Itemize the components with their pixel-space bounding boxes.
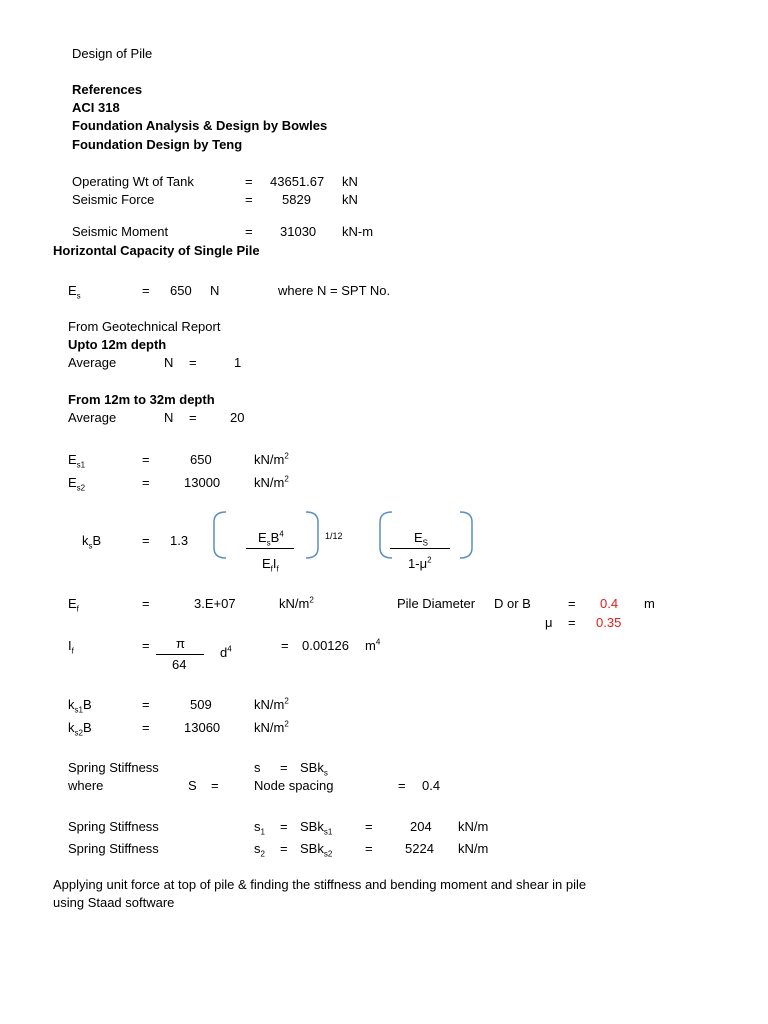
spring-rhs: SBk$_s$ [300,760,328,778]
es1-unit: $kN/m^2$ [254,451,289,467]
load-eq: = [245,192,253,207]
section-title: Horizontal Capacity of Single Pile [53,243,260,258]
spring-row-eq2: = [365,819,373,834]
if-eq: = [142,638,150,653]
es-var: N [210,283,220,298]
ksb-value: 1.3 [170,533,189,548]
spring-row-eq: = [280,819,288,834]
fraction-bar [156,654,204,655]
if-symbol: $I_f$ [68,638,74,656]
ks1b-value: 509 [190,697,212,712]
fraction-bar [246,548,294,549]
ks1b-unit: $kN/m^2$ [254,696,289,712]
ef-symbol: $E_f$ [68,596,79,614]
reference-item: Foundation Analysis & Design by Bowles [72,118,328,133]
pile-diameter-var: D or B [494,596,531,611]
spring-row-s: $s_1$ [254,819,265,837]
es1-eq: = [142,452,150,467]
load-unit: kN [342,192,358,207]
node-spacing-label: Node spacing [254,778,334,793]
pile-diameter-label: Pile Diameter [397,596,476,611]
spring-S: S [188,778,197,793]
geo-from-heading: From 12m to 32m depth [68,392,215,407]
load-unit: kN [342,174,358,189]
geo-from-value: 20 [230,410,245,425]
spring-row-value: 204 [410,819,432,834]
ks2b-eq: = [142,720,150,735]
pile-diameter-value: 0.4 [600,596,619,611]
spring-row-unit: kN/m [458,819,489,834]
if-value: 0.00126 [302,638,349,653]
load-value: 5829 [282,192,311,207]
es1-symbol: $E_{s1}$ [68,452,86,470]
ksb-num2: $E_S$ [414,530,429,548]
node-spacing-eq: = [398,778,406,793]
geo-from-var: N [164,410,174,425]
spring-row-value: 5224 [405,841,434,856]
ef-eq: = [142,596,150,611]
load-value: 43651.67 [270,174,325,189]
if-eq2: = [281,638,289,653]
ks2b-value: 13060 [184,720,221,735]
es-eq: = [142,283,150,298]
conclusion-line: using Staad software [53,895,175,910]
mu-eq: = [568,615,576,630]
ks2b-unit: $kN/m^2$ [254,719,289,735]
pile-diameter-eq: = [568,596,576,611]
ksb-exponent: 1/12 [325,531,343,541]
spring-s: s [254,760,261,775]
reference-item: ACI 318 [72,100,120,115]
references-heading: References [72,82,143,97]
geo-from-label: Average [68,410,117,425]
if-den: 64 [172,657,187,672]
geo-source: From Geotechnical Report [68,319,221,334]
load-eq: = [245,174,253,189]
mu-symbol: μ [545,615,553,630]
spring-where: where [68,778,104,793]
ksb-num1: $E_sB^4$ [258,529,284,548]
geo-upto-heading: Upto 12m depth [68,337,167,352]
es-value: 650 [170,283,192,298]
spring-label: Spring Stiffness [68,760,159,775]
geo-from-eq: = [189,410,197,425]
ks1b-symbol: $k_{s1}B$ [68,697,92,715]
load-label: Operating Wt of Tank [72,174,194,189]
if-pi: π [176,636,185,651]
right-paren-icon [302,510,322,560]
es2-unit: $kN/m^2$ [254,474,289,490]
if-d: $d^4$ [220,644,232,660]
reference-item: Foundation Design by Teng [72,137,243,152]
page-title: Design of Pile [72,46,153,61]
es-symbol: $E_s$ [68,283,81,301]
ks2b-symbol: $k_{s2}B$ [68,720,92,738]
spring-row-label: Spring Stiffness [68,841,159,856]
ksb-den1: $E_fI_f$ [262,556,279,574]
spring-eq: = [280,760,288,775]
es1-value: 650 [190,452,212,467]
geo-upto-eq: = [189,355,197,370]
load-unit: kN-m [342,224,374,239]
geo-upto-value: 1 [234,355,242,370]
ef-value: 3.E+07 [194,596,236,611]
spring-row-unit: kN/m [458,841,489,856]
if-unit: $m^4$ [365,637,381,653]
es2-value: 13000 [184,475,221,490]
spring-row-label: Spring Stiffness [68,819,159,834]
conclusion-line: Applying unit force at top of pile & finding the stiffness and bending moment and shear in pile [53,877,587,892]
load-label: Seismic Moment [72,224,169,239]
ksb-symbol: $k_sB$ [82,533,102,551]
spring-row-s: $s_2$ [254,841,265,859]
es2-symbol: $E_{s2}$ [68,475,86,493]
geo-upto-label: Average [68,355,117,370]
es2-eq: = [142,475,150,490]
right-paren-icon [456,510,476,560]
spring-row-eq2: = [365,841,373,856]
ksb-eq: = [142,533,150,548]
es-note: where N = SPT No. [278,283,391,298]
spring-row-rhs: SBk$_{s2}$ [300,841,333,859]
left-paren-icon [210,510,230,560]
fraction-bar [390,548,450,549]
pile-diameter-unit: m [644,596,655,611]
spring-row-rhs: SBk$_{s1}$ [300,819,333,837]
ef-unit: $kN/m^2$ [279,595,314,611]
load-eq: = [245,224,253,239]
spring-S-eq: = [211,778,219,793]
load-label: Seismic Force [72,192,155,207]
ks1b-eq: = [142,697,150,712]
load-value: 31030 [280,224,317,239]
left-paren-icon [376,510,396,560]
geo-upto-var: N [164,355,174,370]
ksb-den2: $1-\mu^2$ [408,555,432,571]
spring-row-eq: = [280,841,288,856]
mu-value: 0.35 [596,615,622,630]
node-spacing-value: 0.4 [422,778,441,793]
